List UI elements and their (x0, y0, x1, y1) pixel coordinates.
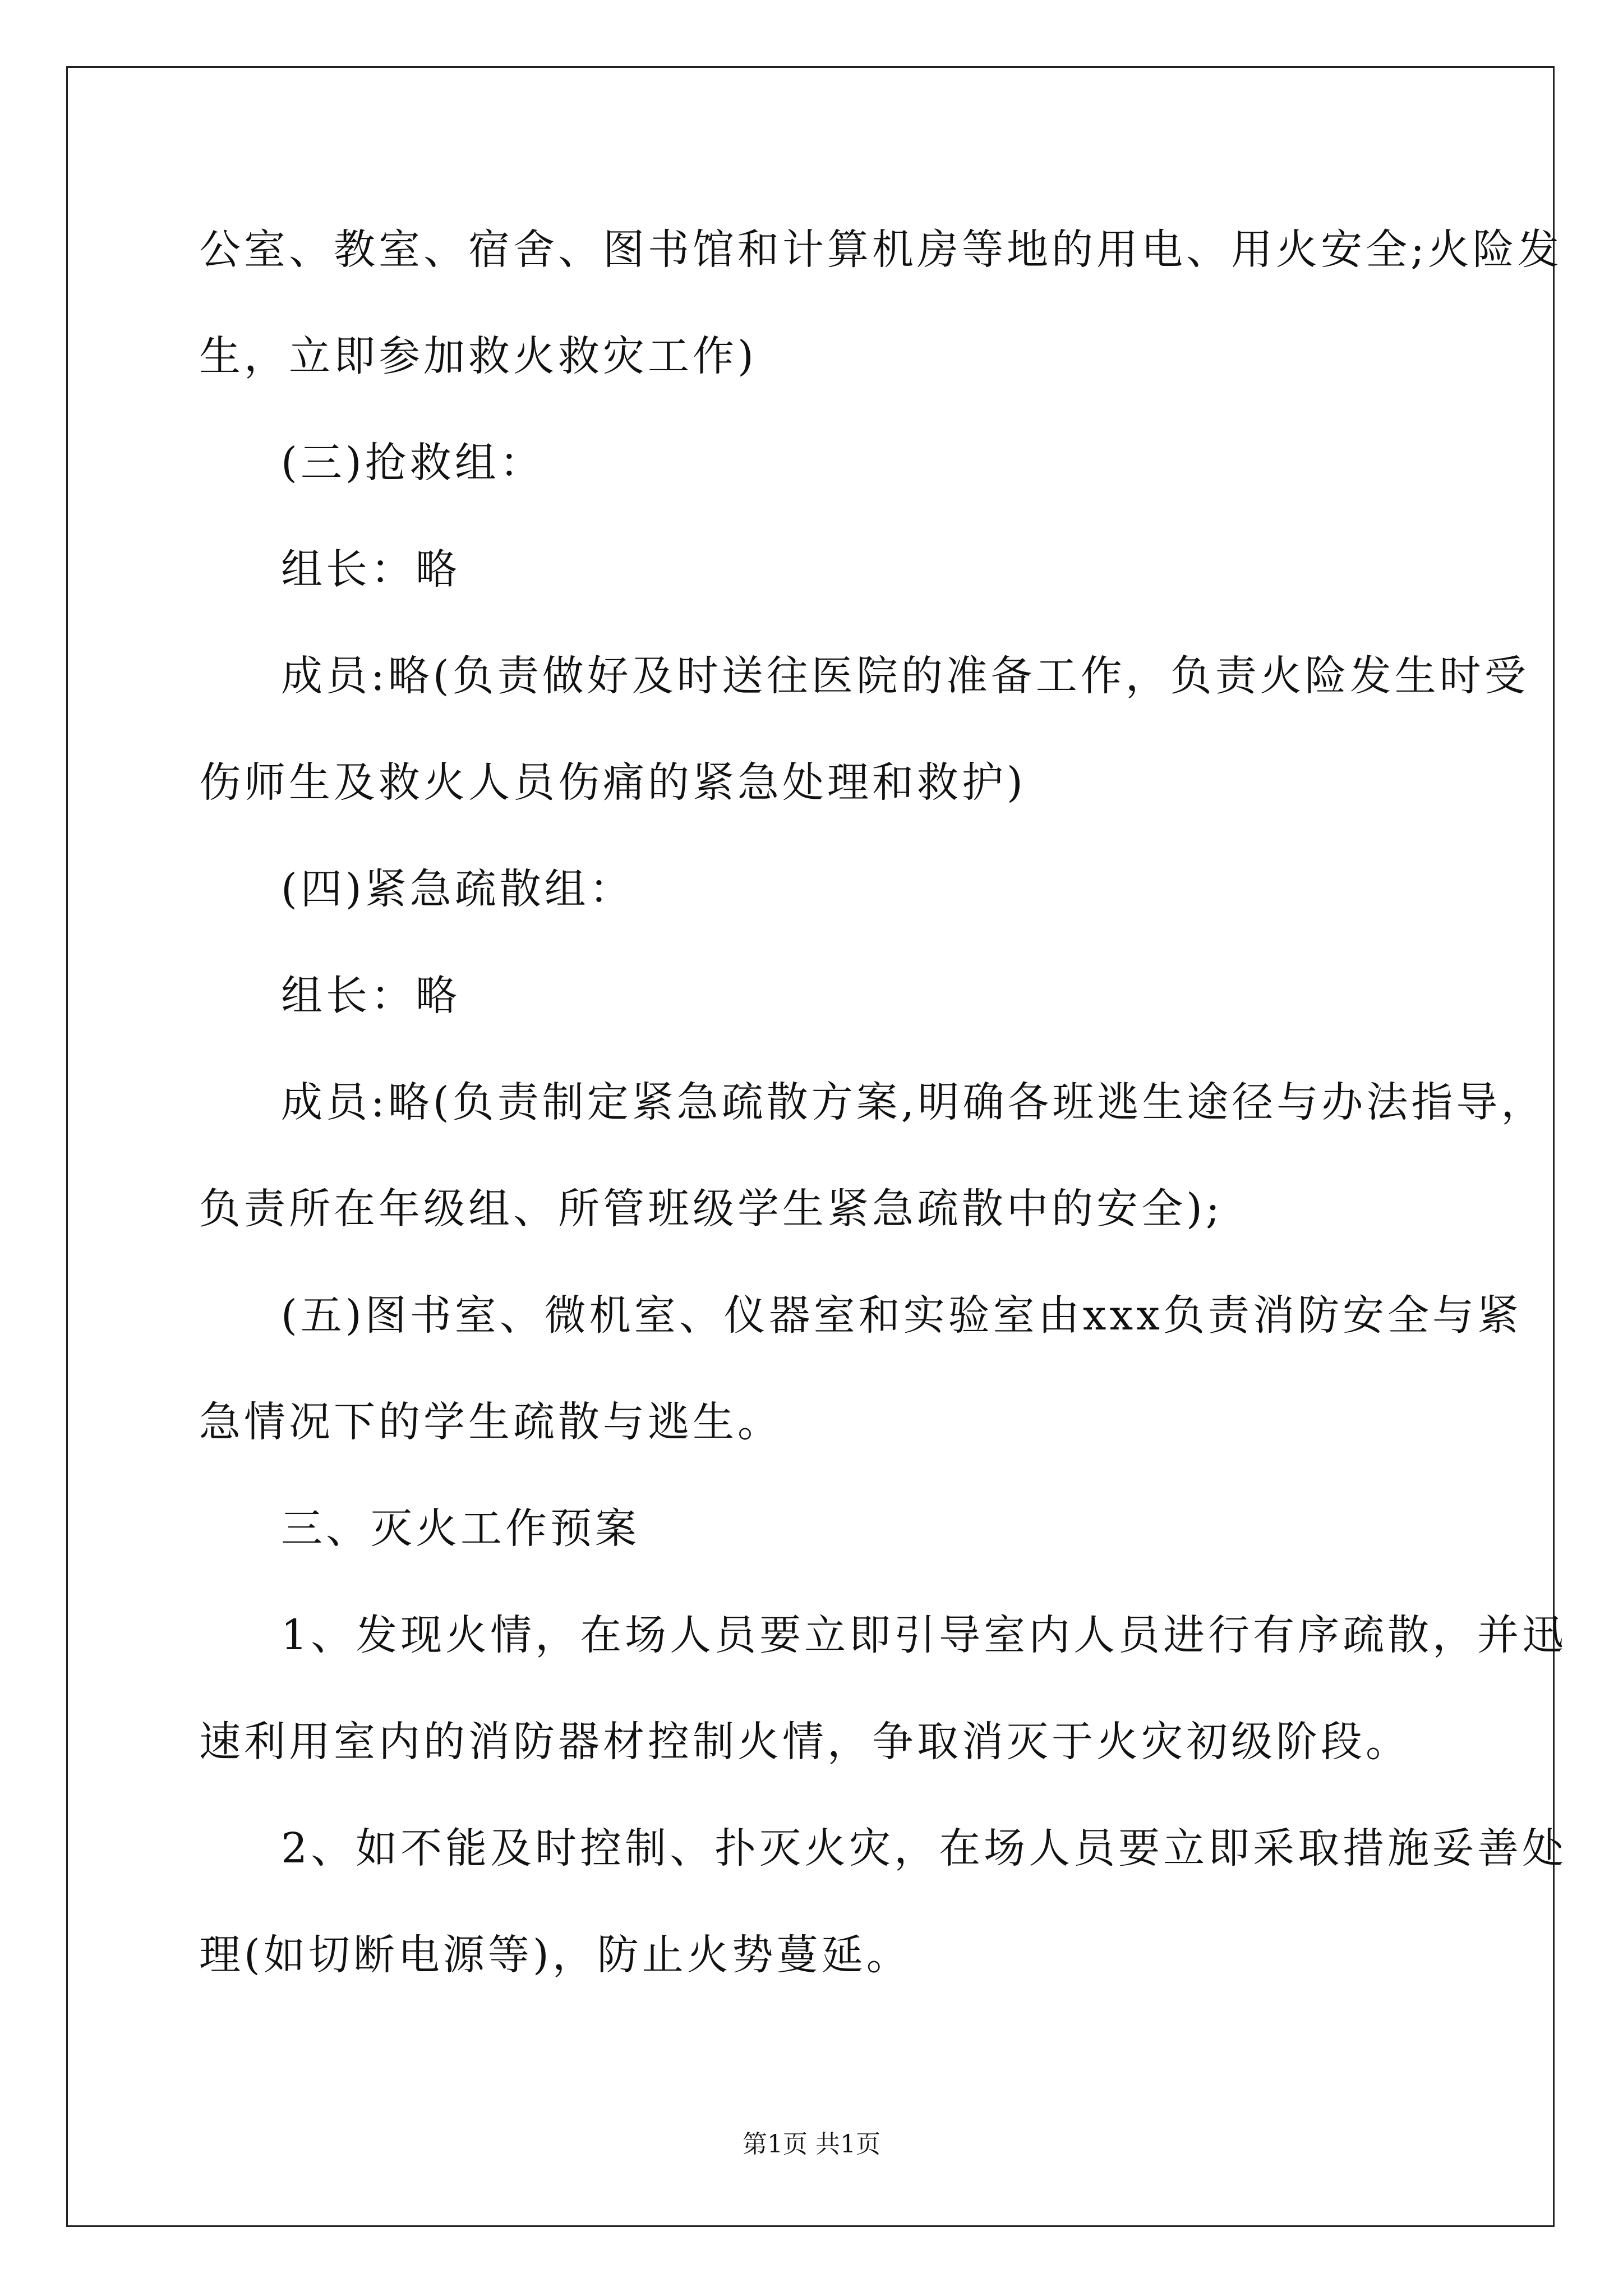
rescue-team-leader: 组长：略 (281, 545, 460, 593)
fire-plan-item-2-line-2: 理(如切断电源等)，防止火势蔓延。 (199, 1931, 911, 1979)
evacuation-team-members-line-2: 负责所在年级组、所管班级学生紧急疏散中的安全); (199, 1185, 1223, 1233)
evacuation-team-leader: 组长：略 (281, 972, 460, 1020)
fire-plan-item-1-line-2: 速利用室内的消防器材控制火情，争取消灭于火灾初级阶段。 (199, 1718, 1410, 1766)
page-border (66, 66, 1555, 2227)
fire-plan-heading: 三、灭火工作预案 (281, 1504, 640, 1553)
fire-plan-item-2-line-1: 2、如不能及时控制、扑灭火灾，在场人员要立即采取措施妥善处 (281, 1824, 1567, 1872)
section-five-line-1: (五)图书室、微机室、仪器室和实验室由xxx负责消防安全与紧 (281, 1291, 1522, 1340)
evacuation-team-members-line-1: 成员:略(负责制定紧急疏散方案,明确各班逃生途径与办法指导， (281, 1078, 1546, 1126)
rescue-team-members-line-2: 伤师生及救火人员伤痛的紧急处理和救护) (199, 758, 1026, 807)
section-rescue-team-heading: (三)抢救组： (281, 439, 545, 487)
paragraph-1-line-1: 公室、教室、宿舍、图书馆和计算机房等地的用电、用火安全;火险发 (199, 226, 1562, 274)
paragraph-1-line-2: 生，立即参加救火救灾工作) (199, 332, 757, 380)
rescue-team-members-line-1: 成员:略(负责做好及时送往医院的准备工作，负责火险发生时受 (281, 652, 1529, 700)
page-footer: 第1页 共1页 (743, 2130, 880, 2159)
section-evacuation-team-heading: (四)紧急疏散组： (281, 865, 634, 913)
section-five-line-2: 急情况下的学生疏散与逃生。 (199, 1398, 782, 1446)
fire-plan-item-1-line-1: 1、发现火情，在场人员要立即引导室内人员进行有序疏散，并迅 (281, 1611, 1567, 1659)
